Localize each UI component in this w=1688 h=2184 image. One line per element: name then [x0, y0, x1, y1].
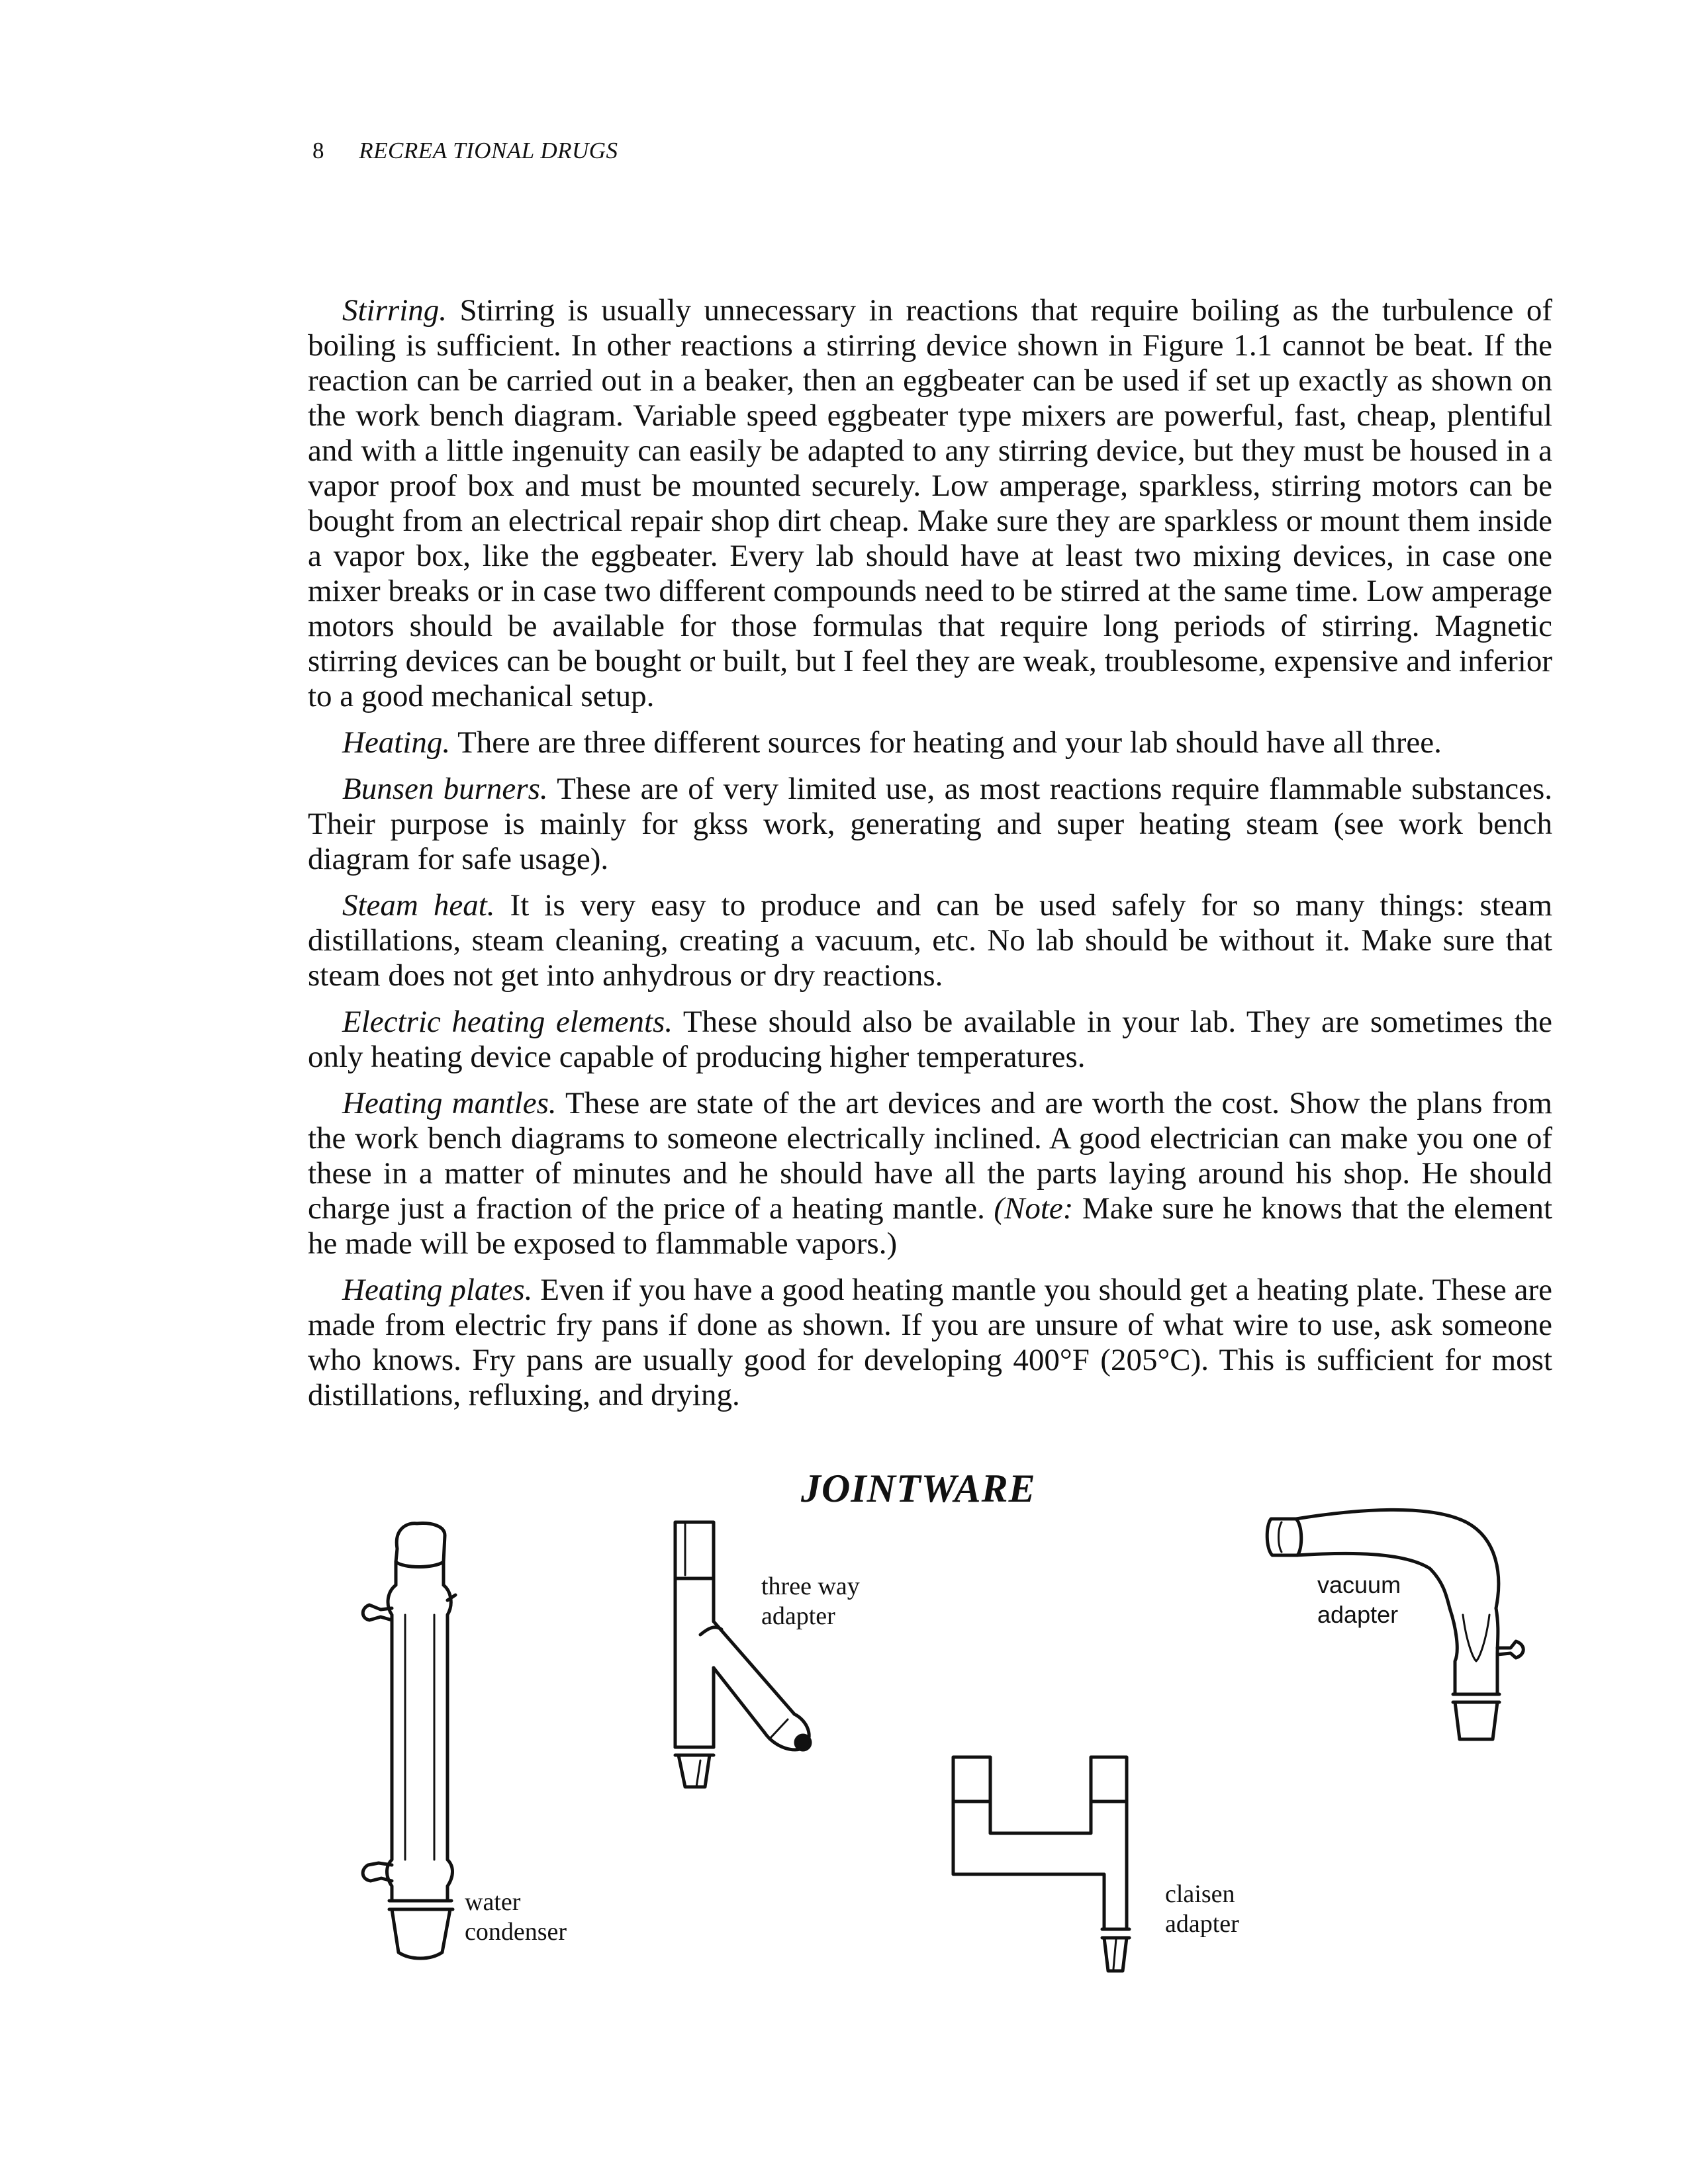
paragraph-text: These are state of the art devices and are worth the cost. Show the plans from the work bench diagrams to someone electrically inclined. A good electrician can make you one of these in a matter of minutes and he should have all the parts laying around his shop. He should charge just a fraction of the price of a heating mantle. — [308, 1086, 1552, 1226]
paragraph-lead: Electric heating elements. — [342, 1005, 673, 1039]
label-line: adapter — [761, 1602, 835, 1630]
paragraph-lead: Heating mantles. — [342, 1086, 557, 1120]
label-line: claisen — [1165, 1880, 1235, 1908]
label-line: three way — [761, 1572, 860, 1600]
label-line: condenser — [465, 1918, 567, 1946]
running-title: RECREA TIONAL DRUGS — [359, 138, 618, 163]
claisen-adapter-drawing — [953, 1757, 1129, 1971]
water-condenser-drawing — [363, 1524, 455, 1958]
label-line: water — [465, 1888, 521, 1916]
label-water-condenser — [465, 1888, 567, 1947]
paragraph-text: It is very easy to produce and can be used safely for so many things: steam distillations, steam cleaning, creating a vacuum, etc. No lab should be without it. Make sure that steam does not get into anhydrous or dry reactions. — [308, 888, 1553, 993]
note-text: Make sure he knows that the element he made will be exposed to flammable vapors.) — [308, 1191, 1553, 1261]
paragraph-lead: Heating. — [342, 725, 451, 760]
paragraph-lead: Bunsen burners. — [342, 772, 548, 806]
label-claisen-adapter — [1165, 1880, 1239, 1939]
three-way-adapter-drawing — [675, 1522, 810, 1787]
paragraph-text: These are of very limited use, as most reactions require flammable substances. Their purpose is mainly for gkss work, generating and super heating steam (see work bench diagram for safe usage). — [308, 772, 1553, 876]
paragraph-lead: Steam heat. — [342, 888, 495, 923]
paragraph-text: Even if you have a good heating mantle you should get a heating plate. These are made from electric fry pans if done as shown. If you are unsure of what wire to use, ask someone who knows. Fry pans are usually good for developing 400°F (205°C). This is sufficient for most distillations, refluxing, and drying. — [308, 1273, 1552, 1412]
label-vacuum-adapter — [1317, 1570, 1401, 1629]
paragraph-text: There are three different sources for heating and your lab should have all three. — [450, 725, 1442, 760]
paragraph-text: Stirring is usually unnecessary in reactions that require boiling as the turbulence of boiling is sufficient. In other reactions a stirring device shown in Figure 1.1 cannot be beat. If the reaction can be carried out in a beaker, then an eggbeater can be used if set up exactly as shown on the work bench diagram. Variable speed eggbeater type mixers are powerful, fast, cheap, plentiful and with a little ingenuity can easily be adapted to any stirring device, but they must be housed in a vapor proof box and must be mounted securely. Low amperage, sparkless, stirring motors can be bought from an electrical repair shop dirt cheap. Make sure they are sparkless or mount them inside a vapor box, like the eggbeater. Every lab should have at least two mixing devices, in case one mixer breaks or in case two different compounds need to be stirred at the same time. Low amperage motors should be available for those formulas that require long periods of stirring. Magnetic stirring devices can be bought or built, but I feel they are weak, troublesome, expensive and inferior to a good mechanical setup. — [308, 293, 1552, 713]
label-line: adapter — [1317, 1601, 1399, 1628]
label-line: vacuum — [1317, 1571, 1401, 1598]
label-three-way-adapter — [761, 1572, 860, 1631]
figure-title: JOINTWARE — [801, 1467, 1036, 1510]
label-line: adapter — [1165, 1910, 1239, 1938]
paragraph-lead: Stirring. — [342, 293, 447, 328]
note-label: (Note: — [994, 1191, 1074, 1226]
paragraph-lead: Heating plates. — [342, 1273, 533, 1307]
paragraph-text: These should also be available in your lab. They are sometimes the only heating device capable of producing higher temperatures. — [308, 1005, 1552, 1074]
page-number: 8 — [312, 138, 324, 163]
